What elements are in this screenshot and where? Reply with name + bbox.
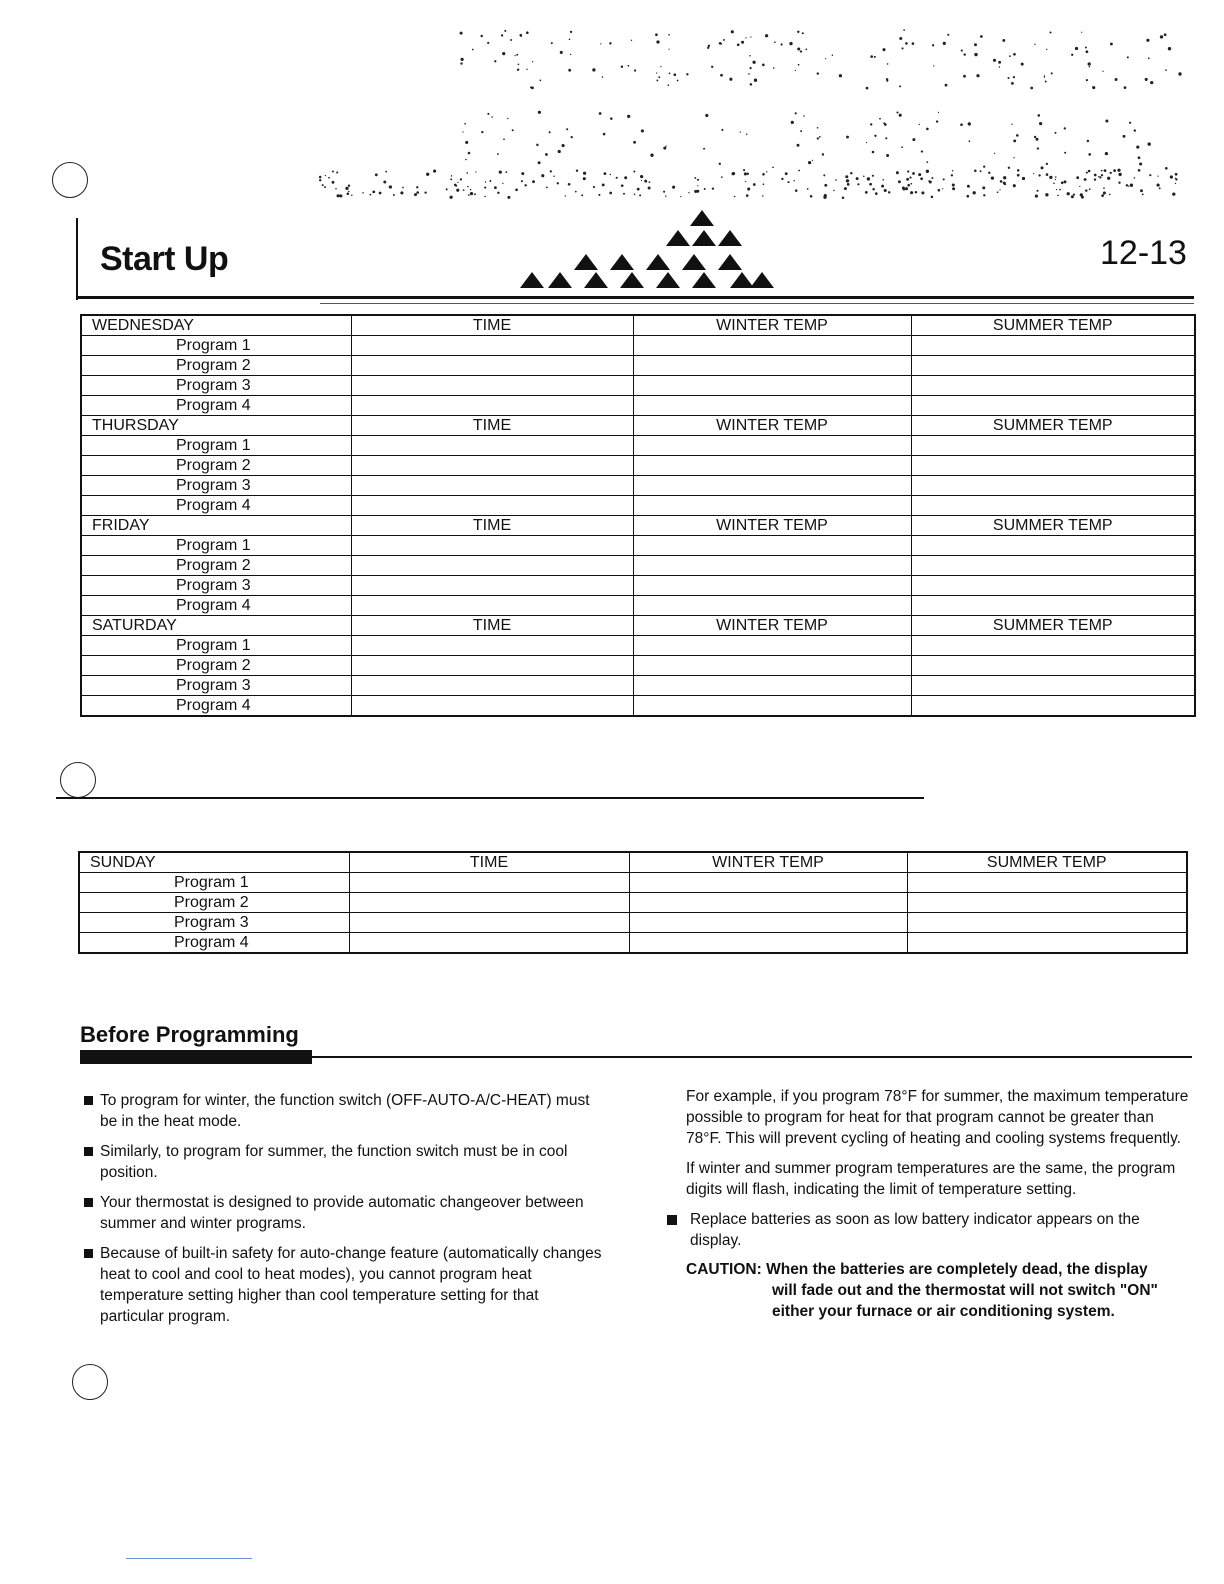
program-label: Program 2 (81, 456, 351, 476)
program-row (81, 636, 1195, 656)
program-label: Program 1 (81, 536, 351, 556)
winter-temp-cell[interactable] (629, 933, 907, 954)
summer-temp-header: SUMMER TEMP (911, 315, 1195, 336)
program-row (81, 656, 1195, 676)
page-number: 12-13 (1100, 234, 1187, 272)
program-label: Program 3 (81, 476, 351, 496)
summer-temp-cell[interactable] (907, 873, 1187, 893)
program-label: Program 1 (79, 873, 349, 893)
time-cell[interactable] (351, 436, 633, 456)
winter-temp-cell[interactable] (633, 476, 911, 496)
schedule-table (80, 314, 1196, 717)
summer-temp-cell[interactable] (911, 356, 1195, 376)
summer-temp-cell[interactable] (911, 556, 1195, 576)
header-left-rule (76, 218, 78, 300)
header-sub-rule (320, 303, 1194, 304)
binder-hole-top (52, 162, 88, 198)
program-row (81, 336, 1195, 356)
caution-label: CAUTION: (686, 1261, 762, 1278)
time-cell[interactable] (351, 396, 633, 416)
binder-hole-middle (60, 762, 96, 798)
triangle-pyramid-logo (510, 204, 780, 288)
binder-hole-bottom (72, 1364, 108, 1400)
summer-temp-cell[interactable] (911, 576, 1195, 596)
caution-line-1: When the batteries are completely dead, the display (766, 1261, 1148, 1278)
sunday-table (78, 851, 1188, 954)
day-label: WEDNESDAY (81, 315, 351, 336)
section-bar (80, 1050, 312, 1064)
header-rule (76, 296, 1194, 299)
bullet-text: To program for winter, the function switch (OFF-AUTO-A/C-HEAT) must be in the heat mode. (100, 1092, 590, 1130)
winter-temp-cell[interactable] (633, 496, 911, 516)
winter-temp-cell[interactable] (633, 396, 911, 416)
program-row (81, 576, 1195, 596)
summer-temp-header: SUMMER TEMP (907, 852, 1187, 873)
day-header-row (81, 416, 1195, 436)
program-row (81, 536, 1195, 556)
time-cell[interactable] (349, 933, 629, 954)
winter-temp-cell[interactable] (633, 376, 911, 396)
summer-temp-cell[interactable] (907, 933, 1187, 954)
winter-temp-cell[interactable] (633, 356, 911, 376)
bullet-item (84, 1090, 604, 1132)
time-cell[interactable] (351, 476, 633, 496)
time-header: TIME (351, 315, 633, 336)
caution-note (686, 1259, 1191, 1322)
time-cell[interactable] (351, 496, 633, 516)
caution-line-3: either your furnace or air conditioning system. (772, 1303, 1115, 1320)
summer-temp-cell[interactable] (907, 913, 1187, 933)
winter-temp-cell[interactable] (633, 556, 911, 576)
bullet-item (84, 1141, 604, 1183)
battery-bullet-text: Replace batteries as soon as low battery indicator appears on the display. (690, 1211, 1140, 1249)
section-divider (56, 797, 924, 799)
time-cell[interactable] (351, 536, 633, 556)
program-label: Program 3 (79, 913, 349, 933)
winter-temp-cell[interactable] (633, 436, 911, 456)
program-label: Program 4 (81, 496, 351, 516)
time-cell[interactable] (351, 656, 633, 676)
summer-temp-header: SUMMER TEMP (911, 616, 1195, 636)
program-row (81, 596, 1195, 616)
footer-mark (126, 1558, 252, 1559)
summer-temp-cell[interactable] (911, 376, 1195, 396)
winter-temp-cell[interactable] (633, 456, 911, 476)
program-row (81, 376, 1195, 396)
time-cell[interactable] (351, 456, 633, 476)
program-row (81, 556, 1195, 576)
program-label: Program 3 (81, 576, 351, 596)
day-header-row (81, 315, 1195, 336)
summer-temp-cell[interactable] (911, 536, 1195, 556)
summer-temp-cell[interactable] (911, 636, 1195, 656)
summer-temp-cell[interactable] (911, 696, 1195, 717)
program-row (81, 396, 1195, 416)
program-label: Program 2 (79, 893, 349, 913)
bullet-item (84, 1243, 604, 1327)
program-label: Program 4 (79, 933, 349, 954)
time-header: TIME (351, 616, 633, 636)
program-row (81, 436, 1195, 456)
time-header: TIME (351, 516, 633, 536)
winter-temp-cell[interactable] (633, 336, 911, 356)
caution-line-2: will fade out and the thermostat will not switch "ON" (772, 1282, 1158, 1299)
summer-temp-cell[interactable] (911, 336, 1195, 356)
day-header-row (81, 616, 1195, 636)
time-cell[interactable] (351, 596, 633, 616)
winter-temp-cell[interactable] (629, 873, 907, 893)
time-cell[interactable] (351, 336, 633, 356)
summer-temp-cell[interactable] (907, 893, 1187, 913)
time-cell[interactable] (351, 576, 633, 596)
winter-temp-cell[interactable] (629, 893, 907, 913)
program-row (81, 476, 1195, 496)
summer-temp-header: SUMMER TEMP (911, 416, 1195, 436)
time-header: TIME (351, 416, 633, 436)
scan-noise (80, 20, 1200, 220)
summer-temp-cell[interactable] (911, 456, 1195, 476)
day-label: THURSDAY (81, 416, 351, 436)
day-label: SUNDAY (79, 852, 349, 873)
winter-temp-header: WINTER TEMP (629, 852, 907, 873)
time-cell[interactable] (351, 556, 633, 576)
program-label: Program 1 (81, 636, 351, 656)
summer-temp-cell[interactable] (911, 596, 1195, 616)
program-row (79, 933, 1187, 954)
time-cell[interactable] (351, 636, 633, 656)
summer-temp-cell[interactable] (911, 676, 1195, 696)
program-label: Program 4 (81, 596, 351, 616)
winter-temp-header: WINTER TEMP (633, 416, 911, 436)
program-label: Program 1 (81, 336, 351, 356)
program-label: Program 2 (81, 356, 351, 376)
before-programming-title: Before Programming (80, 1022, 299, 1047)
bullet-text: Because of built-in safety for auto-change feature (automatically changes heat to cool and cool to heat modes), you cannot program heat temperature setting higher than cool temperature setting for that particular program. (100, 1245, 602, 1325)
day-label: SATURDAY (81, 616, 351, 636)
right-column (686, 1086, 1191, 1322)
flash-note-paragraph: If winter and summer program temperatures are the same, the program digits will flash, indicating the limit of temperature setting. (686, 1160, 1176, 1198)
summer-temp-cell[interactable] (911, 476, 1195, 496)
bullet-item (84, 1192, 604, 1234)
program-row (79, 913, 1187, 933)
time-cell[interactable] (349, 913, 629, 933)
bullet-text: Your thermostat is designed to provide automatic changeover between summer and winter programs. (100, 1194, 584, 1232)
program-label: Program 3 (81, 376, 351, 396)
battery-bullet (686, 1209, 1191, 1251)
time-cell[interactable] (351, 356, 633, 376)
program-label: Program 4 (81, 396, 351, 416)
time-cell[interactable] (351, 376, 633, 396)
winter-temp-header: WINTER TEMP (633, 616, 911, 636)
summer-temp-cell[interactable] (911, 656, 1195, 676)
program-row (81, 676, 1195, 696)
program-row (79, 873, 1187, 893)
time-cell[interactable] (349, 873, 629, 893)
winter-temp-cell[interactable] (633, 596, 911, 616)
time-cell[interactable] (351, 696, 633, 717)
time-cell[interactable] (351, 676, 633, 696)
day-header-row (81, 516, 1195, 536)
time-header: TIME (349, 852, 629, 873)
day-label: FRIDAY (81, 516, 351, 536)
left-bullet-list (84, 1090, 604, 1336)
program-row (81, 696, 1195, 717)
winter-temp-cell[interactable] (633, 696, 911, 717)
program-row (81, 456, 1195, 476)
program-label: Program 1 (81, 436, 351, 456)
summer-temp-cell[interactable] (911, 496, 1195, 516)
program-row (79, 893, 1187, 913)
winter-temp-cell[interactable] (633, 576, 911, 596)
day-header-row (79, 852, 1187, 873)
winter-temp-header: WINTER TEMP (633, 315, 911, 336)
time-cell[interactable] (349, 893, 629, 913)
program-label: Program 4 (81, 696, 351, 717)
summer-temp-cell[interactable] (911, 396, 1195, 416)
winter-temp-cell[interactable] (633, 676, 911, 696)
program-label: Program 3 (81, 676, 351, 696)
program-label: Program 2 (81, 656, 351, 676)
winter-temp-cell[interactable] (633, 636, 911, 656)
winter-temp-cell[interactable] (633, 656, 911, 676)
page-title: Start Up (100, 240, 229, 278)
program-row (81, 496, 1195, 516)
bullet-text: Similarly, to program for summer, the function switch must be in cool position. (100, 1143, 568, 1181)
summer-temp-cell[interactable] (911, 436, 1195, 456)
winter-temp-header: WINTER TEMP (633, 516, 911, 536)
summer-temp-header: SUMMER TEMP (911, 516, 1195, 536)
winter-temp-cell[interactable] (629, 913, 907, 933)
program-row (81, 356, 1195, 376)
winter-temp-cell[interactable] (633, 536, 911, 556)
program-label: Program 2 (81, 556, 351, 576)
example-paragraph: For example, if you program 78°F for summer, the maximum temperature possible to program for heat for that program cannot be greater than 78°F. This will prevent cycling of heating and cooling systems frequently. (686, 1088, 1189, 1147)
